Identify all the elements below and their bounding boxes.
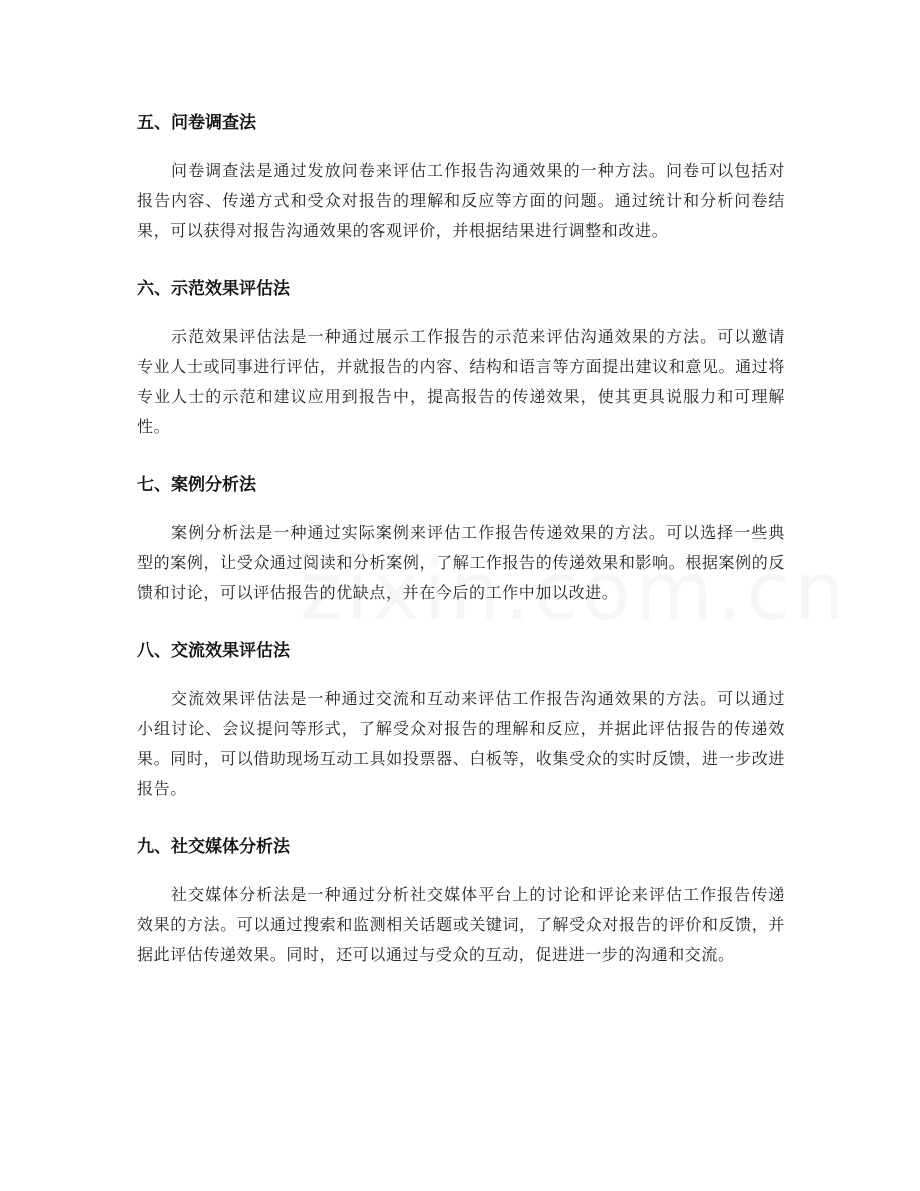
section-social-media [137,827,785,970]
section-paragraph: 示范效果评估法是一种通过展示工作报告的示范来评估沟通效果的方法。可以邀请专业人士或同事进行评估，并就报告的内容、结构和语言等方面提出建议和意见。通过将专业人士的示范和建议应用到报告中，提高报告的传递效果，使其更具说服力和可理解性。 [137,327,785,436]
section-demonstration [137,269,785,465]
document-body [137,103,785,970]
section-heading: 九、社交媒体分析法 [137,837,290,857]
section-heading: 八、交流效果评估法 [137,641,290,661]
section-questionnaire [137,103,785,269]
section-heading: 七、案例分析法 [137,475,256,495]
section-case-analysis [137,465,785,631]
section-heading: 五、问卷调查法 [137,113,256,133]
section-paragraph: 交流效果评估法是一种通过交流和互动来评估工作报告沟通效果的方法。可以通过小组讨论、会议提问等形式，了解受众对报告的理解和反应，并据此评估报告的传递效果。同时，可以借助现场互动工具如投票器、白板等，收集受众的实时反馈，进一步改进报告。 [137,689,785,798]
section-paragraph: 案例分析法是一种通过实际案例来评估工作报告传递效果的方法。可以选择一些典型的案例，让受众通过阅读和分析案例，了解工作报告的传递效果和影响。根据案例的反馈和讨论，可以评估报告的优缺点，并在今后的工作中加以改进。 [137,523,785,602]
section-communication [137,631,785,827]
section-paragraph: 问卷调查法是通过发放问卷来评估工作报告沟通效果的一种方法。问卷可以包括对报告内容、传递方式和受众对报告的理解和反应等方面的问题。通过统计和分析问卷结果，可以获得对报告沟通效果的客观评价，并根据结果进行调整和改进。 [137,161,785,240]
section-heading: 六、示范效果评估法 [137,279,290,299]
section-paragraph: 社交媒体分析法是一种通过分析社交媒体平台上的讨论和评论来评估工作报告传递效果的方法。可以通过搜索和监测相关话题或关键词，了解受众对报告的评价和反馈，并据此评估传递效果。同时，还可以通过与受众的互动，促进进一步的沟通和交流。 [137,885,785,964]
